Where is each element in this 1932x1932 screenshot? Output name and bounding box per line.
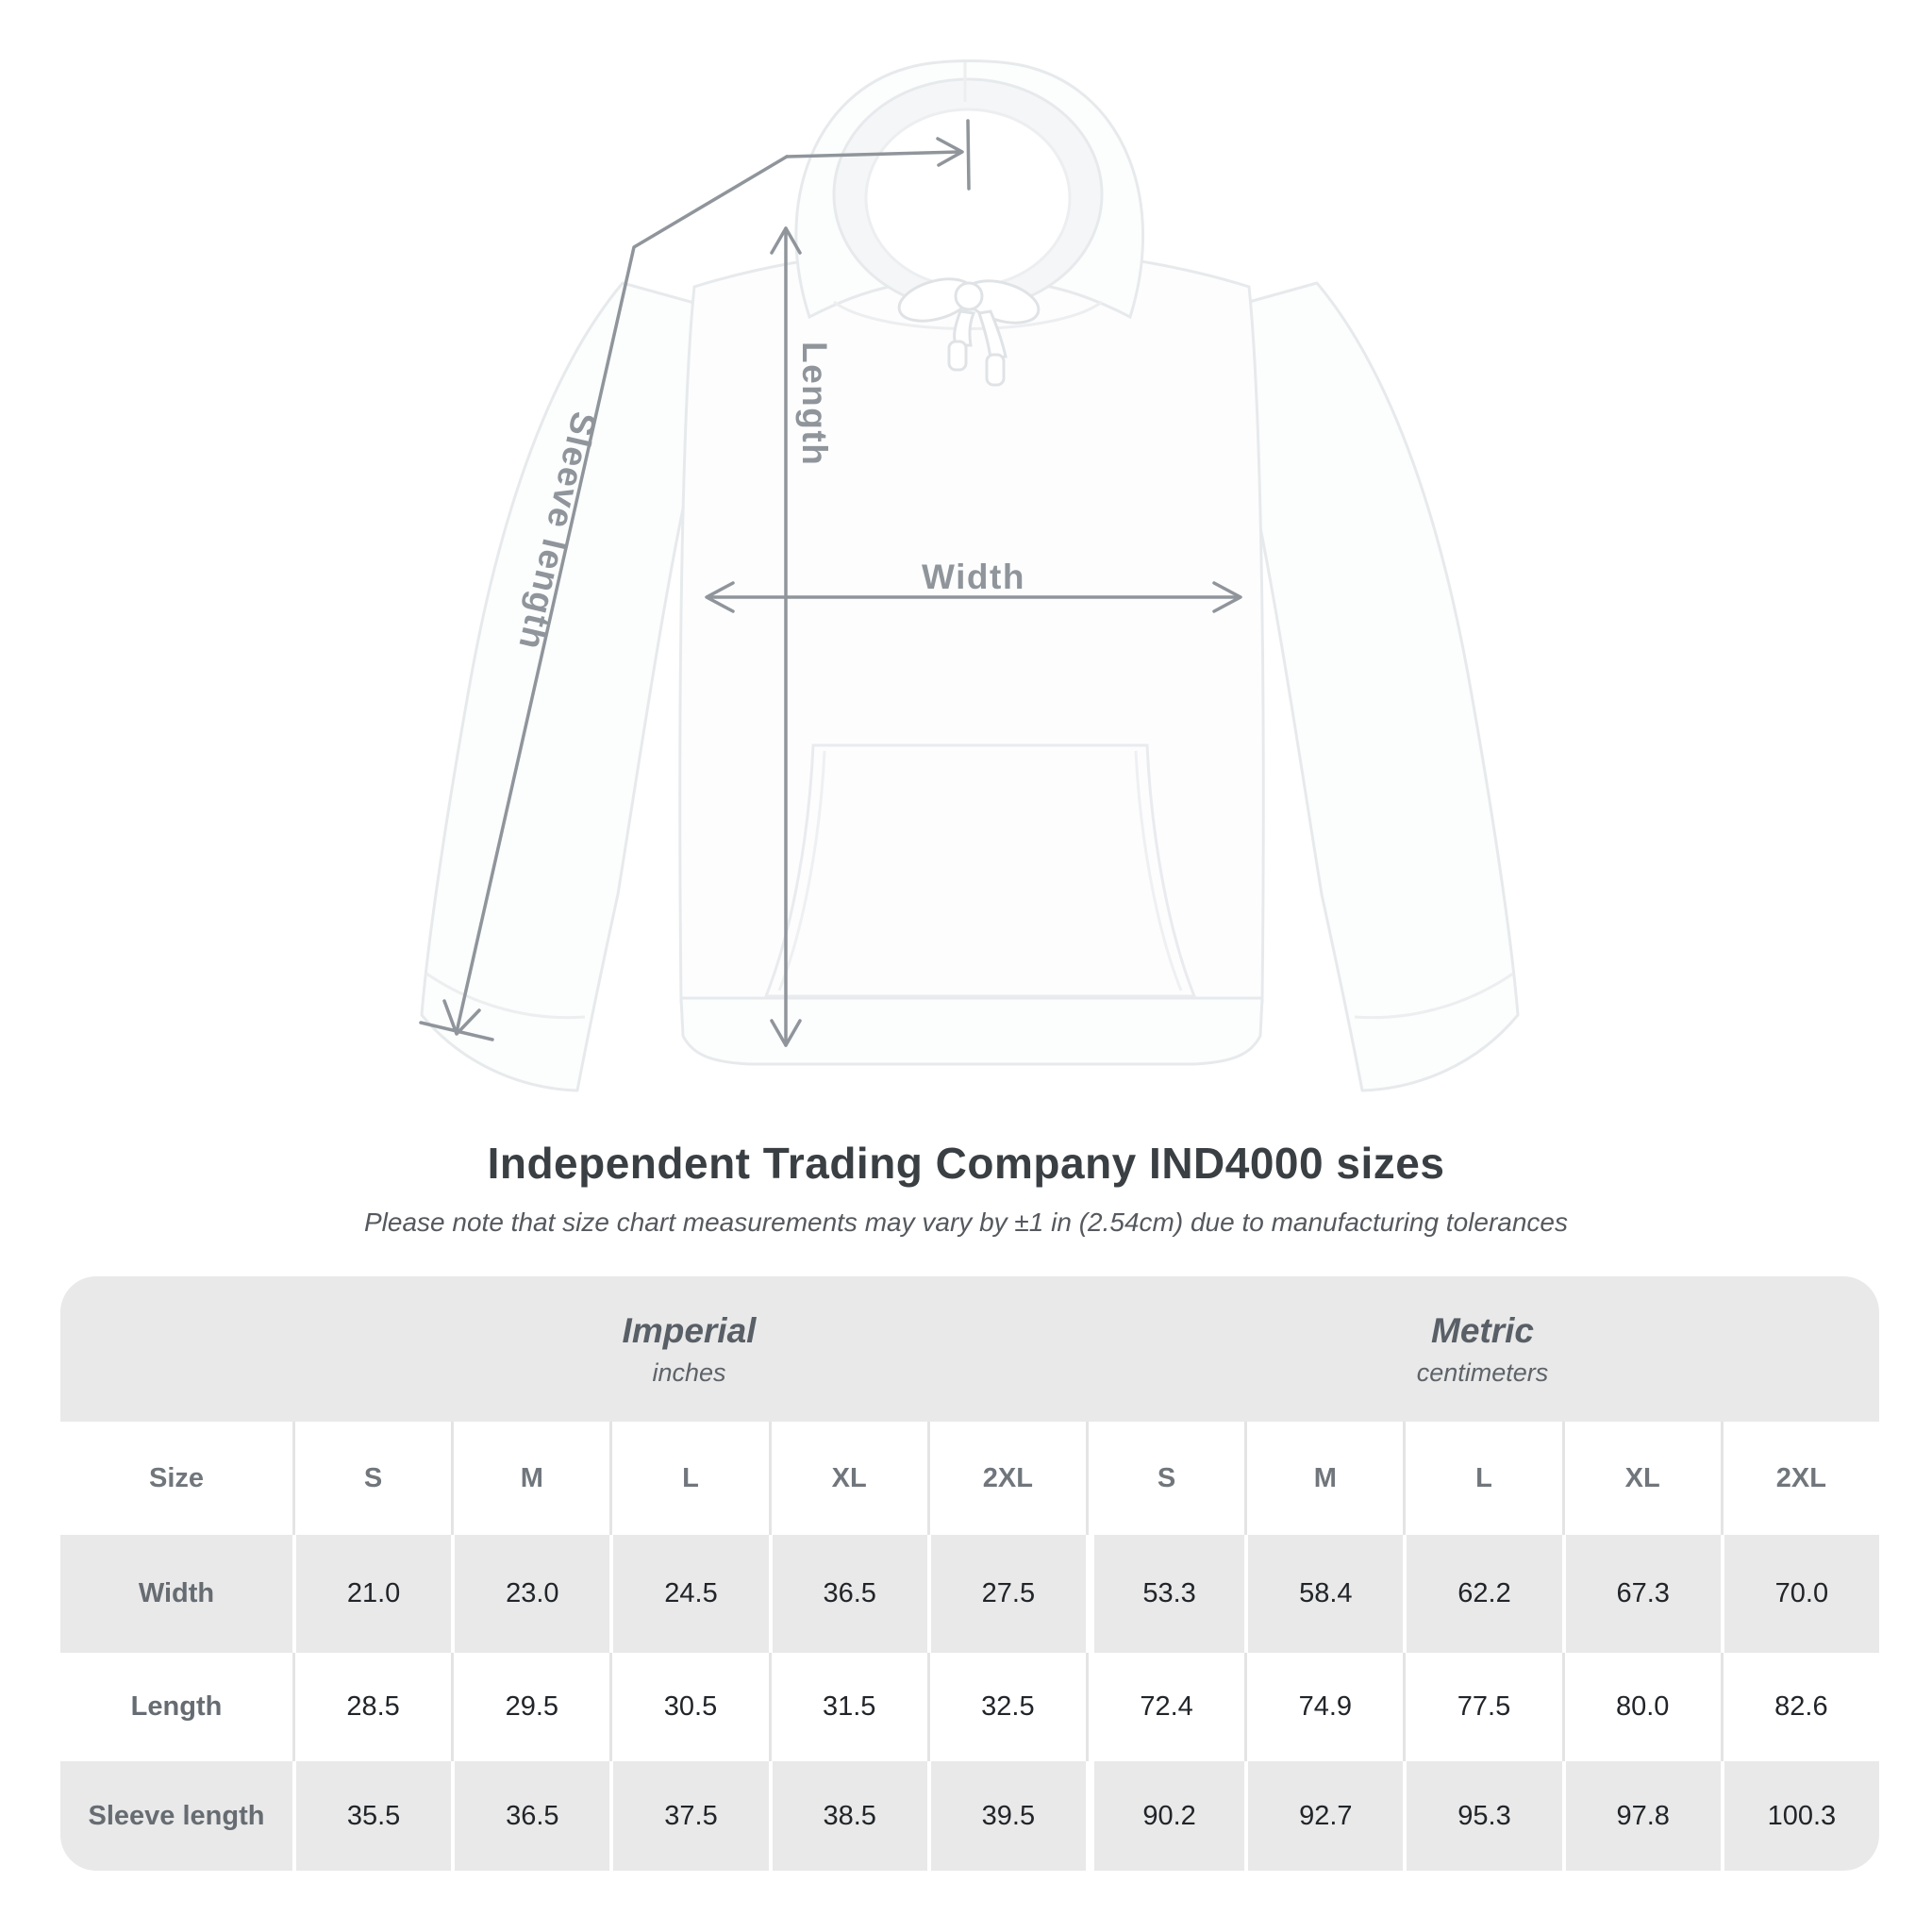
metric-sublabel: centimeters <box>1416 1357 1549 1387</box>
table-cell: 21.0 <box>292 1535 451 1653</box>
table-row-width <box>60 1535 1879 1653</box>
table-row-sleeve-length <box>60 1761 1879 1871</box>
table-cell: 36.5 <box>769 1535 927 1653</box>
page-title: Independent Trading Company IND4000 sizes <box>487 1139 1445 1188</box>
table-cell: 67.3 <box>1562 1535 1721 1653</box>
table-cell: 70.0 <box>1721 1535 1879 1653</box>
kangaroo-pocket <box>766 745 1194 996</box>
col-header: L <box>609 1422 768 1535</box>
table-cell: 77.5 <box>1403 1653 1561 1761</box>
col-header: S <box>292 1422 451 1535</box>
row-label: Length <box>130 1691 223 1722</box>
col-header: XL <box>1562 1422 1721 1535</box>
table-cell: 37.5 <box>609 1761 768 1871</box>
tolerance-note: Please note that size chart measurements may vary by ±1 in (2.54cm) due to manufacturing tolerances <box>364 1208 1568 1237</box>
table-cell: 90.2 <box>1086 1761 1244 1871</box>
col-header: L <box>1403 1422 1561 1535</box>
table-cell: 97.8 <box>1562 1761 1721 1871</box>
col-header: XL <box>769 1422 927 1535</box>
table-cell: 80.0 <box>1562 1653 1721 1761</box>
table-cell: 82.6 <box>1721 1653 1879 1761</box>
table-cell: 23.0 <box>451 1535 609 1653</box>
table-cell: 72.4 <box>1086 1653 1244 1761</box>
metric-group-header <box>1086 1276 1879 1422</box>
col-header: S <box>1086 1422 1244 1535</box>
table-cell: 28.5 <box>292 1653 451 1761</box>
table-cell: 31.5 <box>769 1653 927 1761</box>
table-cell: 95.3 <box>1403 1761 1561 1871</box>
table-row-length <box>60 1653 1879 1761</box>
table-cell: 29.5 <box>451 1653 609 1761</box>
unit-group-band <box>60 1276 1879 1422</box>
metric-label: Metric <box>1431 1310 1534 1350</box>
row-label: Sleeve length <box>88 1800 265 1831</box>
size-header: Size <box>148 1462 205 1493</box>
table-cell: 38.5 <box>769 1761 927 1871</box>
neck-tick <box>968 121 969 189</box>
table-cell: 32.5 <box>927 1653 1086 1761</box>
table-cell: 35.5 <box>292 1761 451 1871</box>
row-label: Width <box>138 1578 215 1608</box>
hoodie-hem-band <box>681 998 1262 1064</box>
band-spacer <box>60 1276 292 1422</box>
table-cell: 100.3 <box>1721 1761 1879 1871</box>
table-cell: 30.5 <box>609 1653 768 1761</box>
col-header: 2XL <box>927 1422 1086 1535</box>
table-cell: 36.5 <box>451 1761 609 1871</box>
imperial-label: Imperial <box>622 1310 757 1350</box>
table-cell: 58.4 <box>1244 1535 1403 1653</box>
table-cell: 92.7 <box>1244 1761 1403 1871</box>
col-header: M <box>1244 1422 1403 1535</box>
size-table <box>60 1276 1879 1871</box>
imperial-group-header <box>292 1276 1086 1422</box>
length-measure-label: Length <box>795 341 834 467</box>
table-cell: 24.5 <box>609 1535 768 1653</box>
imperial-sublabel: inches <box>652 1357 726 1387</box>
table-cell: 62.2 <box>1403 1535 1561 1653</box>
sleeve-length-measure-label: Sleeve length <box>511 408 604 655</box>
col-header: 2XL <box>1721 1422 1879 1535</box>
table-cell: 39.5 <box>927 1761 1086 1871</box>
table-cell: 53.3 <box>1086 1535 1244 1653</box>
table-cell: 27.5 <box>927 1535 1086 1653</box>
size-header-row <box>60 1422 1879 1535</box>
col-header: M <box>451 1422 609 1535</box>
table-cell: 74.9 <box>1244 1653 1403 1761</box>
width-measure-label: Width <box>922 558 1025 596</box>
